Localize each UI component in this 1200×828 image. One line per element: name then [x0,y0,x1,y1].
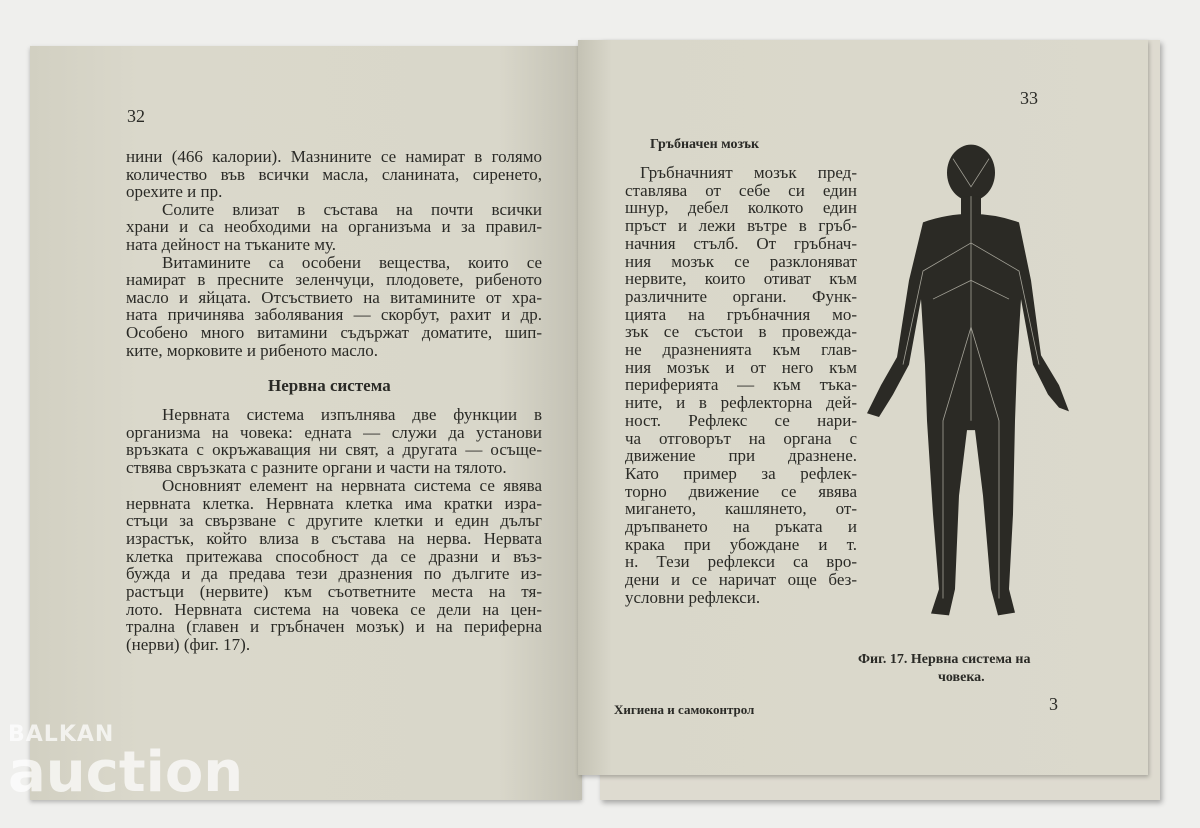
text-line: ния мозък се разклоняват [625,252,857,271]
text-line: дръпването на ръката и [625,517,857,536]
left-page [30,46,582,800]
section-heading: Нервна система [268,376,391,395]
text-line: цията на гръбначния мо- [625,305,857,324]
text-line: нервната клетка. Нервната клетка има кратки изра- [126,494,542,513]
text-line: ност. Рефлекс се нари- [625,411,857,430]
figure-caption: Фиг. 17. Нервна система на [858,652,1031,667]
right-page [578,40,1148,775]
text-line: различните органи. Функ- [625,287,857,306]
text-line: бужда и да предава тези дразнения по дългите из- [126,564,542,583]
text-line: ната причинява заболявания — скорбут, рахит и др. [126,305,542,324]
text-line: начния стълб. От гръбнач- [625,234,857,253]
text-line: (нерви) (фиг. 17). [126,635,251,654]
text-line: Гръбначният мозък пред- [640,163,857,182]
text-line: израстък, който влиза в състава на нерва. Нервата [126,529,542,548]
text-line: Особено много витамини съдържат доматите, шип- [126,323,542,342]
text-line: растъци (нервите) към съответните места на тя- [126,582,542,601]
text-line: ставлява от себе си един [625,181,857,200]
text-line: трална (главен и гръбначен мозък) и на периферна [126,617,542,636]
footer-title: Хигиена и самоконтрол [614,702,755,717]
text-line: Витамините са особени вещества, които се [162,253,542,272]
text-line: ните, и в рефлекторна дей- [625,393,857,412]
section-heading: Гръбначен мозък [650,137,760,152]
text-line: мигането, кашлянето, от- [625,499,857,518]
text-line: храни и са необходими на организъма и за правил- [126,217,542,236]
text-line: клетка притежава способност да се дразни и въз- [126,547,542,566]
text-line: дени и се наричат още без- [625,570,857,589]
text-line: връзката с окръжаващия ни свят, а другата — осъще- [126,440,542,459]
text-line: ния мозък и от него към [625,358,857,377]
text-line: ча отговорът на органа с [625,429,857,448]
text-line: пръст и лежи вътре в гръб- [625,216,857,235]
text-line: количество във всички масла, сланината, сиренето, [126,165,542,184]
text-line: нини (466 калории). Мазнините се намират в голямо [126,147,542,166]
text-line: стъци за свързване с другите клетки и един дълъг [126,511,542,530]
text-line: масло и яйцата. Отсъствието на витамините от хра- [126,288,542,307]
text-line: Солите влизат в състава на почти всички [162,200,542,219]
text-line: крака при убождане и т. [625,535,857,554]
text-line: Основният елемент на нервната система се явява [162,476,542,495]
text-line: не дразненията към глав- [625,340,857,359]
text-line: торно движение се явява [625,482,857,501]
page-number: 33 [1020,88,1038,108]
text-line: движение при дразнене. [625,446,857,465]
text-line: намират в пресните зеленчуци, плодовете, рибеното [126,270,542,289]
figure-caption-cont: човека. [938,670,985,685]
text-line: условни рефлекси. [625,588,761,607]
text-line: зък се състои в провежда- [625,322,857,341]
text-line: ната дейност на тъканите му. [126,235,337,254]
page-number: 32 [127,106,145,126]
text-line: Нервната система изпълнява две функции в [162,405,542,424]
text-line: н. Тези рефлекси са вро- [625,552,857,571]
text-line: периферията — към тъка- [625,375,857,394]
text-line: ките, морковите и рибеното масло. [126,341,379,360]
text-line: организма на човека: едната — служи да установи [126,423,542,442]
watermark-line1: BALKAN [8,722,115,747]
signature-mark: 3 [1049,694,1058,714]
text-line: нервите, които отиват към [625,269,857,288]
nervous-system-figure [863,140,1073,650]
text-line: Като пример за рефлек- [625,464,857,483]
text-line: орехите и пр. [126,182,223,201]
text-line: шнур, дебел колкото един [625,198,857,217]
text-line: ствява свръзката с разните органи и части на тялото. [126,458,507,477]
watermark-line2: auction [8,740,244,805]
text-line: лото. Нервната система на човека се дели на цен- [126,600,542,619]
